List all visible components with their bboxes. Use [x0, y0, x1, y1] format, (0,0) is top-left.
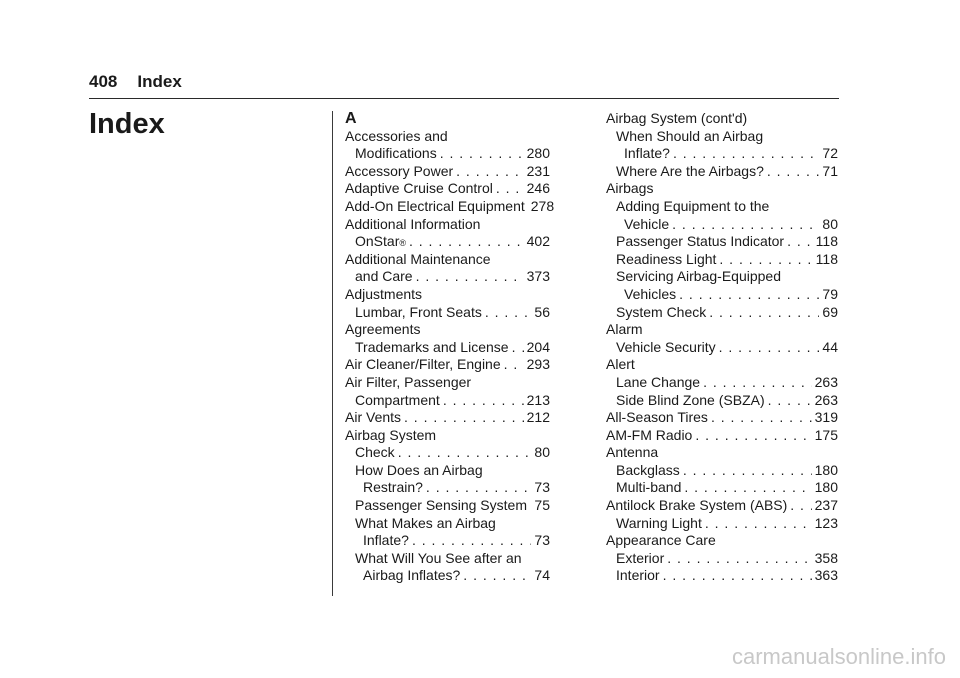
page-ref[interactable]: 213 — [526, 391, 550, 408]
page-header — [89, 72, 182, 92]
entry-text: How Does an Airbag — [355, 461, 483, 478]
index-entry[interactable] — [606, 567, 838, 585]
dot-leader — [485, 304, 532, 322]
entry-text: Readiness Light — [616, 250, 717, 267]
entry-text: Trademarks and License — [355, 338, 509, 355]
dot-leader — [705, 515, 812, 533]
dot-leader — [409, 233, 524, 251]
index-entry[interactable] — [606, 409, 838, 427]
dot-leader — [667, 550, 811, 568]
page-ref[interactable]: 175 — [814, 426, 838, 443]
entry-text: Add-On Electrical Equipment — [345, 197, 525, 214]
column-divider — [332, 111, 333, 596]
dot-leader — [443, 392, 524, 410]
dot-leader — [719, 251, 812, 269]
entry-text: Appearance Care — [606, 532, 716, 549]
entry-text: Vehicles — [624, 285, 677, 302]
page-ref[interactable]: 73 — [534, 532, 550, 549]
index-entry[interactable] — [345, 444, 550, 462]
page-ref[interactable]: 212 — [526, 409, 550, 426]
entry-text: Agreements — [345, 321, 421, 338]
index-entry[interactable] — [345, 532, 550, 550]
index-entry[interactable] — [606, 339, 838, 357]
page-ref[interactable]: 263 — [814, 391, 838, 408]
page-ref[interactable]: 71 — [822, 162, 838, 179]
index-heading — [606, 532, 838, 550]
page-ref[interactable]: 69 — [822, 303, 838, 320]
entry-text: Additional Information — [345, 215, 481, 232]
dot-leader — [790, 497, 811, 515]
entry-text: What Will You See after an — [355, 549, 522, 566]
index-heading — [345, 550, 550, 568]
index-entry[interactable] — [606, 304, 838, 322]
index-heading — [606, 198, 838, 216]
dot-leader — [703, 374, 812, 392]
entry-text: Vehicle — [624, 215, 670, 232]
index-heading — [606, 268, 838, 286]
index-entry[interactable] — [345, 392, 550, 410]
page-ref[interactable]: 73 — [534, 479, 550, 496]
index-heading — [606, 128, 838, 146]
page-ref[interactable]: 363 — [814, 567, 838, 584]
index-heading — [345, 462, 550, 480]
index-heading — [606, 180, 838, 198]
entry-text: Air Vents — [345, 409, 402, 426]
entry-text: OnStar — [355, 233, 400, 250]
entry-text: Lane Change — [616, 373, 701, 390]
index-heading — [345, 515, 550, 533]
index-entry[interactable] — [345, 163, 550, 181]
index-entry[interactable] — [606, 145, 838, 163]
page-ref[interactable]: 123 — [814, 514, 838, 531]
dot-leader — [768, 392, 812, 410]
page-ref[interactable]: 204 — [526, 338, 550, 355]
page-number: 408 — [89, 72, 118, 91]
entry-text: Air Cleaner/Filter, Engine — [345, 356, 501, 373]
index-heading — [606, 444, 838, 462]
page-ref[interactable]: 293 — [526, 356, 550, 373]
dot-leader — [663, 567, 812, 585]
dot-leader — [412, 532, 531, 550]
page-ref[interactable]: 319 — [814, 409, 838, 426]
entry-text: Multi-band — [616, 479, 682, 496]
index-entry[interactable] — [606, 233, 838, 251]
entry-text: Restrain? — [363, 479, 423, 496]
index-entry[interactable] — [606, 216, 838, 234]
entry-text: Alert — [606, 356, 635, 373]
index-entry[interactable] — [606, 479, 838, 497]
watermark: carmanualsonline.info — [731, 644, 946, 669]
index-entry[interactable] — [345, 180, 550, 198]
dot-leader — [709, 304, 819, 322]
entry-text: When Should an Airbag — [616, 127, 764, 144]
entry-text: Inflate? — [624, 145, 670, 162]
entry-text: Alarm — [606, 321, 643, 338]
page-ref[interactable]: 74 — [534, 567, 550, 584]
entry-text: Airbag Inflates? — [363, 567, 461, 584]
index-entry[interactable] — [345, 497, 550, 515]
page-ref[interactable]: 118 — [815, 250, 838, 267]
entry-text: Passenger Sensing System — [355, 497, 527, 514]
page-ref[interactable]: 79 — [822, 285, 838, 302]
page-ref[interactable]: 246 — [526, 180, 550, 197]
entry-text: Additional Maintenance — [345, 250, 491, 267]
page-ref[interactable]: 180 — [814, 479, 838, 496]
dot-leader — [673, 145, 819, 163]
page-ref[interactable]: 75 — [534, 497, 550, 514]
entry-text: Check — [355, 444, 395, 461]
index-entry[interactable] — [606, 550, 838, 568]
dot-leader — [456, 163, 523, 181]
page-ref[interactable]: 278 — [530, 197, 555, 214]
dot-leader — [719, 339, 820, 357]
index-heading — [606, 356, 838, 374]
page-ref[interactable]: 72 — [822, 145, 838, 162]
dot-leader — [512, 339, 524, 357]
index-entry[interactable] — [606, 497, 838, 515]
dot-leader — [679, 286, 819, 304]
dot-leader — [530, 497, 531, 515]
dot-leader — [426, 479, 532, 497]
index-entry[interactable] — [606, 374, 838, 392]
entry-text: Accessories and — [345, 127, 448, 144]
index-entry[interactable] — [345, 567, 550, 585]
index-entry[interactable] — [606, 251, 838, 269]
page-ref[interactable]: 80 — [822, 215, 838, 232]
page-ref[interactable]: 358 — [814, 549, 838, 566]
page-ref[interactable]: 118 — [815, 233, 838, 250]
entry-text: Exterior — [616, 549, 665, 566]
index-entry[interactable] — [606, 163, 838, 181]
dot-leader — [398, 444, 532, 462]
page-ref[interactable]: 263 — [814, 373, 838, 390]
entry-text: Adjustments — [345, 285, 423, 302]
page-ref[interactable]: 44 — [822, 338, 838, 355]
entry-text: Airbags — [606, 180, 654, 197]
index-entry[interactable] — [606, 462, 838, 480]
header-rule — [89, 98, 839, 99]
entry-text: Airbag System — [345, 426, 437, 443]
dot-leader — [496, 180, 524, 198]
dot-leader — [683, 462, 812, 480]
entry-text: and Care — [355, 268, 413, 285]
page-ref[interactable]: 373 — [526, 268, 550, 285]
entry-text: Accessory Power — [345, 162, 454, 179]
index-heading — [345, 216, 550, 234]
entry-text: Adding Equipment to the — [616, 197, 770, 214]
entry-text: Side Blind Zone (SBZA) — [616, 391, 765, 408]
index-entry[interactable] — [606, 286, 838, 304]
index-title: Index — [89, 108, 165, 140]
entry-text: Servicing Airbag-Equipped — [616, 268, 781, 285]
entry-text: All-Season Tires — [606, 409, 708, 426]
entry-text: Modifications — [355, 145, 437, 162]
entry-text: Inflate? — [363, 532, 409, 549]
dot-leader — [404, 409, 524, 427]
index-heading — [606, 321, 838, 339]
entry-text: Warning Light — [616, 514, 702, 531]
index-column-2 — [606, 110, 838, 585]
dot-leader — [695, 427, 811, 445]
dot-leader — [416, 268, 524, 286]
index-entry[interactable] — [606, 427, 838, 445]
entry-text: System Check — [616, 303, 707, 320]
dot-leader — [711, 409, 812, 427]
index-entry[interactable] — [345, 197, 555, 216]
entry-text: AM-FM Radio — [606, 426, 693, 443]
dot-leader — [787, 233, 813, 251]
entry-text: Backglass — [616, 461, 680, 478]
page-ref[interactable]: 280 — [526, 145, 550, 162]
dot-leader — [504, 356, 524, 374]
index-entry[interactable] — [345, 479, 550, 497]
index-heading — [345, 128, 550, 146]
entry-text: Vehicle Security — [616, 338, 716, 355]
index-heading — [606, 110, 838, 128]
entry-text: Where Are the Airbags? — [616, 162, 764, 179]
index-entry[interactable] — [345, 409, 550, 427]
entry-text: Passenger Status Indicator — [616, 233, 785, 250]
entry-text: What Makes an Airbag — [355, 514, 496, 531]
entry-text: Antilock Brake System (ABS) — [606, 497, 788, 514]
entry-text: Air Filter, Passenger — [345, 373, 472, 390]
entry-text: Compartment — [355, 391, 440, 408]
index-entry[interactable] — [345, 304, 550, 322]
entry-text: Adaptive Cruise Control — [345, 180, 493, 197]
page-ref[interactable]: 402 — [526, 233, 550, 250]
dot-leader — [684, 479, 811, 497]
index-entry[interactable] — [345, 356, 550, 374]
index-heading — [345, 427, 550, 445]
index-entry[interactable] — [345, 268, 550, 286]
index-entry[interactable] — [345, 145, 550, 163]
entry-text: Interior — [616, 567, 660, 584]
entry-text: Airbag System (cont'd) — [606, 110, 748, 126]
index-entry[interactable] — [345, 339, 550, 357]
index-entry[interactable] — [606, 392, 838, 410]
dot-leader — [440, 145, 524, 163]
index-heading — [345, 374, 550, 392]
index-heading — [345, 251, 550, 269]
index-entry[interactable] — [606, 515, 838, 533]
index-heading — [345, 286, 550, 304]
page-ref[interactable]: 231 — [526, 162, 550, 179]
page-ref[interactable]: 80 — [534, 444, 550, 461]
dot-leader — [463, 567, 531, 585]
dot-leader — [767, 163, 820, 181]
index-column-1 — [345, 110, 555, 585]
page-ref[interactable]: 56 — [534, 303, 550, 320]
header-title: Index — [137, 72, 182, 91]
section-letter: A — [345, 110, 357, 127]
entry-text: Antenna — [606, 444, 659, 461]
dot-leader — [672, 216, 819, 234]
page-ref[interactable]: 237 — [814, 497, 838, 514]
page-ref[interactable]: 180 — [814, 461, 838, 478]
index-entry[interactable]: OnStar ® . . . 402 — [345, 233, 550, 251]
entry-text: Lumbar, Front Seats — [355, 303, 482, 320]
index-heading — [345, 321, 550, 339]
